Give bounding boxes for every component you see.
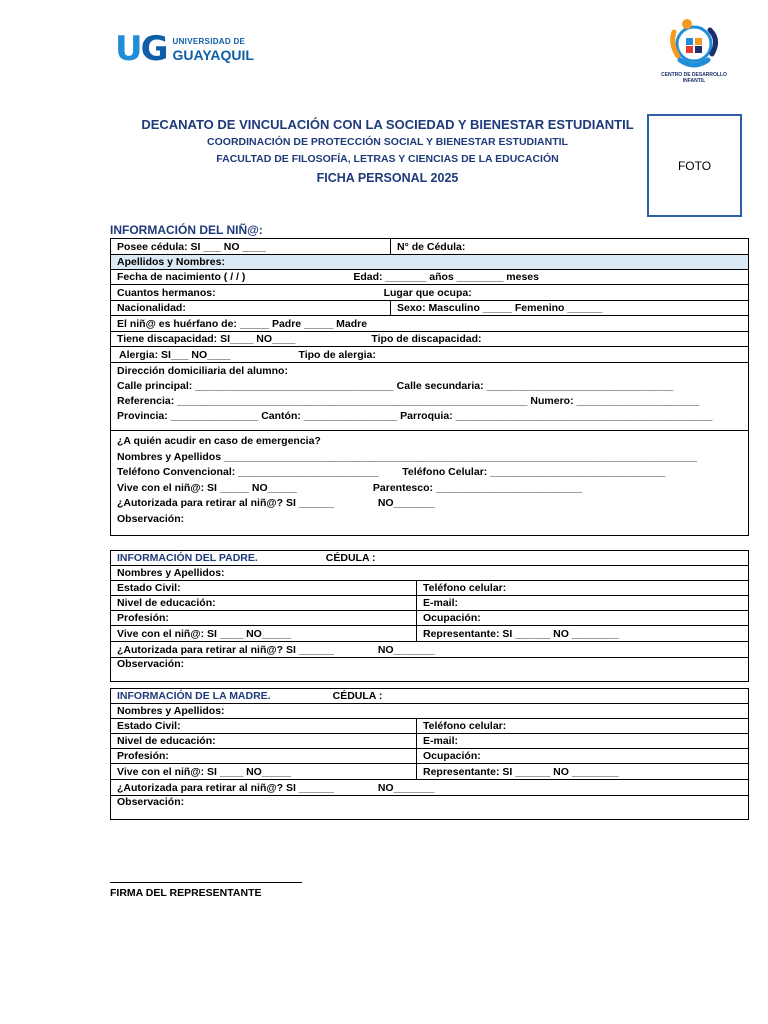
mother-cell-field[interactable]: Teléfono celular: xyxy=(417,719,749,734)
child-center-emblem-icon xyxy=(666,18,722,70)
mother-observation-field[interactable]: Observación: xyxy=(111,796,749,820)
orphan-field[interactable]: El niñ@ es huérfano de: _____ Padre _____ Madre xyxy=(111,316,749,332)
cedula-number-field[interactable]: N° de Cédula: xyxy=(391,239,749,255)
ug-mark-u: U xyxy=(115,29,141,69)
canton-field[interactable]: Cantón: ________________ xyxy=(261,410,398,422)
ug-logo-mark xyxy=(115,29,167,69)
allergy-row xyxy=(111,347,749,363)
mother-education-field[interactable]: Nivel de educación: xyxy=(111,734,417,749)
siblings-field[interactable]: Cuantos hermanos: xyxy=(117,286,216,299)
emergency-landline-field[interactable]: Teléfono Convencional: ________________________ xyxy=(117,466,379,478)
emergency-observation-field[interactable]: Observación: xyxy=(117,512,185,525)
emergency-block xyxy=(111,431,749,536)
mother-authorized-row xyxy=(111,780,749,796)
father-occupation-field[interactable]: Ocupación: xyxy=(417,611,749,626)
emergency-title: ¿A quién acudir en caso de emergencia? xyxy=(117,435,321,447)
mother-profession-field[interactable]: Profesión: xyxy=(111,749,417,764)
emergency-lives-with-field[interactable]: Vive con el niñ@: SI _____ NO_____ xyxy=(117,481,297,494)
father-authorized-field[interactable]: ¿Autorizada para retirar al niñ@? SI ______ xyxy=(117,643,334,656)
father-authorized-no[interactable]: NO_______ xyxy=(377,643,435,656)
form-titles xyxy=(110,116,665,188)
mother-occupation-field[interactable]: Ocupación: xyxy=(417,749,749,764)
secondary-street-field[interactable]: Calle secundaria: ________________________________ xyxy=(396,380,674,392)
child-name-field[interactable]: Apellidos y Nombres: xyxy=(111,255,749,270)
signature-label: FIRMA DEL REPRESENTANTE xyxy=(110,887,262,899)
disability-type-field[interactable]: Tipo de discapacidad: xyxy=(371,333,482,345)
main-street-field[interactable]: Calle principal: __________________________________ xyxy=(117,380,394,392)
emergency-relationship-field[interactable]: Parentesco: _________________________ xyxy=(372,481,582,494)
child-info-table xyxy=(110,238,749,536)
father-cedula-field[interactable]: CÉDULA : xyxy=(325,552,376,564)
father-representative-field[interactable]: Representante: SI ______ NO ________ xyxy=(417,626,749,642)
sibling-position-field[interactable]: Lugar que ocupa: xyxy=(383,286,472,299)
emergency-cell-field[interactable]: Teléfono Celular: ______________________________ xyxy=(402,466,666,478)
father-lives-with-field[interactable]: Vive con el niñ@: SI ____ NO_____ xyxy=(111,626,417,642)
emergency-name-field[interactable]: Nombres y Apellidos _________________________________________________________________________________ xyxy=(117,450,697,463)
photo-box[interactable] xyxy=(647,114,742,217)
house-number-field[interactable]: Numero: _____________________ xyxy=(530,395,700,407)
allergy-type-field[interactable]: Tipo de alergia: xyxy=(298,348,376,361)
disability-row xyxy=(111,332,749,347)
mother-lives-with-field[interactable]: Vive con el niñ@: SI ____ NO_____ xyxy=(111,764,417,780)
father-name-field[interactable]: Nombres y Apellidos: xyxy=(111,566,749,581)
signature-line[interactable] xyxy=(110,882,302,883)
title-coordinacion: COORDINACIÓN DE PROTECCIÓN SOCIAL Y BIENESTAR ESTUDIANTIL xyxy=(207,136,568,148)
ug-mark-g: G xyxy=(140,29,167,69)
ug-logo-line1: UNIVERSIDAD DE xyxy=(172,36,246,46)
allergy-field[interactable]: Alergia: SI___ NO____ xyxy=(119,348,231,361)
parish-field[interactable]: Parroquia: ____________________________________________ xyxy=(400,410,713,422)
address-title: Dirección domiciliaria del alumno: xyxy=(117,365,288,377)
child-section-title: INFORMACIÓN DEL NIÑ@: xyxy=(110,223,263,237)
reference-field[interactable]: Referencia: ____________________________________________________________ xyxy=(117,395,528,407)
mother-name-field[interactable]: Nombres y Apellidos: xyxy=(111,704,749,719)
mother-cedula-field[interactable]: CÉDULA : xyxy=(332,690,383,702)
nationality-field[interactable]: Nacionalidad: xyxy=(111,301,391,316)
father-profession-field[interactable]: Profesión: xyxy=(111,611,417,626)
sex-field[interactable]: Sexo: Masculino _____ Femenino ______ xyxy=(391,301,749,316)
father-civil-status-field[interactable]: Estado Civil: xyxy=(111,581,417,596)
child-center-logo xyxy=(658,18,730,84)
title-ficha: FICHA PERSONAL 2025 xyxy=(316,171,459,185)
mother-header-row xyxy=(111,689,749,704)
emergency-authorized-no[interactable]: NO_______ xyxy=(377,497,435,509)
university-logo xyxy=(115,29,254,69)
mother-civil-status-field[interactable]: Estado Civil: xyxy=(111,719,417,734)
mother-info-table xyxy=(110,688,749,820)
father-section-title: INFORMACIÓN DEL PADRE. xyxy=(117,552,258,564)
has-cedula-field[interactable]: Posee cédula: SI ___ NO ____ xyxy=(111,239,391,255)
father-email-field[interactable]: E-mail: xyxy=(417,596,749,611)
mother-representative-field[interactable]: Representante: SI ______ NO ________ xyxy=(417,764,749,780)
age-field[interactable]: Edad: _______ años ________ meses xyxy=(353,271,539,283)
province-field[interactable]: Provincia: _______________ xyxy=(117,410,259,422)
father-education-field[interactable]: Nivel de educación: xyxy=(111,596,417,611)
mother-authorized-field[interactable]: ¿Autorizada para retirar al niñ@? SI ______ xyxy=(117,781,334,794)
child-center-line1: CENTRO DE DESARROLLO xyxy=(661,72,727,78)
photo-label: FOTO xyxy=(677,158,712,173)
address-block xyxy=(111,363,749,431)
father-observation-field[interactable]: Observación: xyxy=(111,658,749,682)
father-info-table xyxy=(110,550,749,682)
title-decanato: DECANATO DE VINCULACIÓN CON LA SOCIEDAD Y BIENESTAR ESTUDIANTIL xyxy=(141,117,634,132)
father-header-row xyxy=(111,551,749,566)
title-facultad: FACULTAD DE FILOSOFÍA, LETRAS Y CIENCIAS DE LA EDUCACIÓN xyxy=(216,153,559,165)
mother-authorized-no[interactable]: NO_______ xyxy=(377,781,435,794)
mother-section-title: INFORMACIÓN DE LA MADRE. xyxy=(117,690,271,702)
mother-email-field[interactable]: E-mail: xyxy=(417,734,749,749)
child-center-line2: INFANTIL xyxy=(682,78,706,84)
father-cell-field[interactable]: Teléfono celular: xyxy=(417,581,749,596)
ug-logo-line2: GUAYAQUIL xyxy=(172,46,254,63)
siblings-row xyxy=(111,285,749,301)
birth-age-row xyxy=(111,270,749,285)
father-authorized-row xyxy=(111,642,749,658)
emergency-authorized-field[interactable]: ¿Autorizada para retirar al niñ@? SI ______ xyxy=(117,497,334,509)
birth-date-field[interactable]: Fecha de nacimiento ( / / ) xyxy=(117,271,246,283)
disability-field[interactable]: Tiene discapacidad: SI____ NO____ xyxy=(117,333,296,345)
